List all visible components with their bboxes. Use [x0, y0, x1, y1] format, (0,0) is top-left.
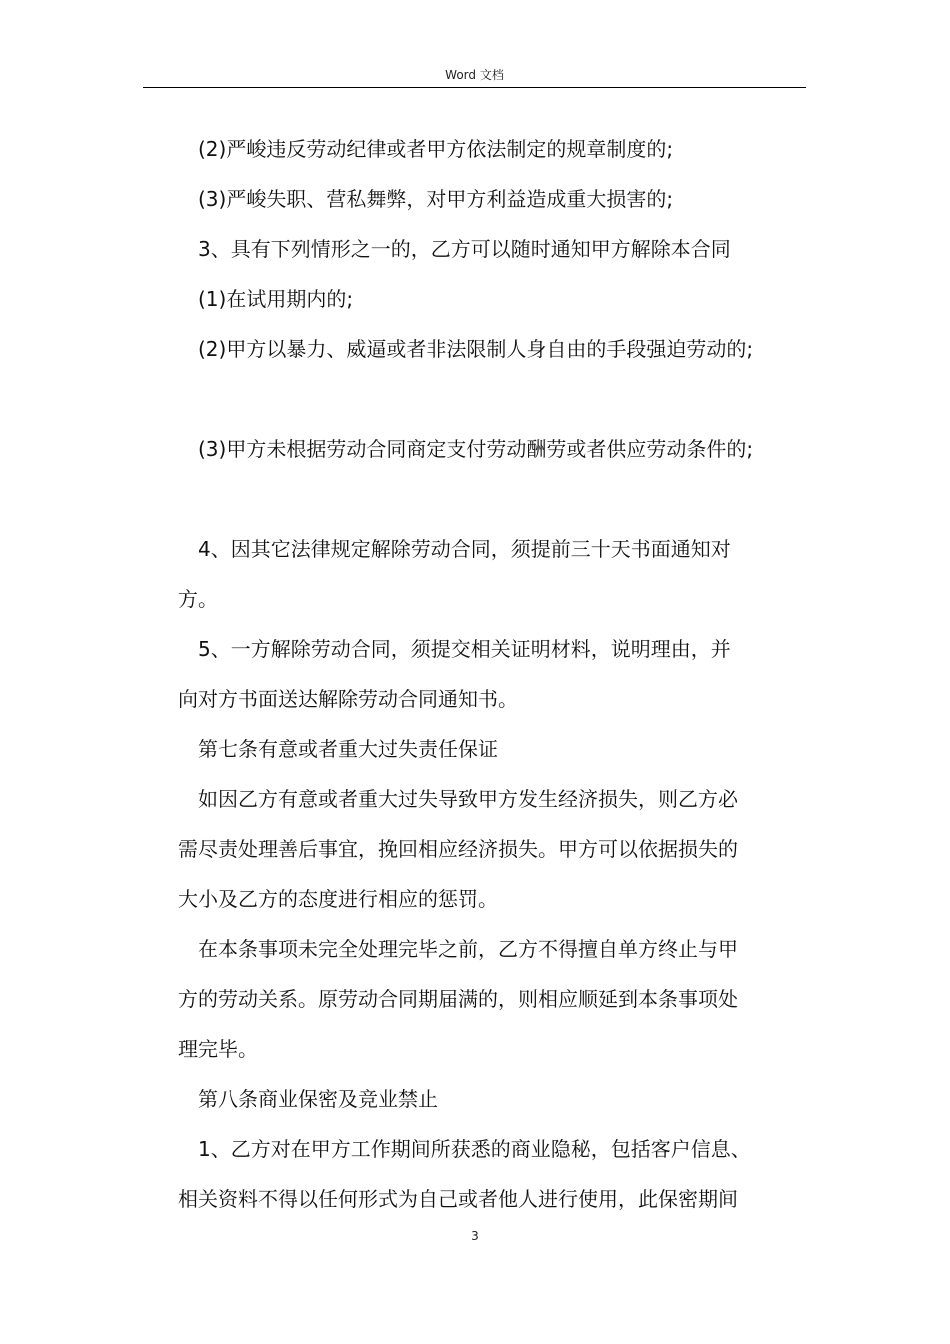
text-line: 大小及乙方的态度进行相应的惩罚。	[178, 887, 498, 911]
text-line: 相关资料不得以任何形式为自己或者他人进行使用，此保密期间	[178, 1187, 738, 1211]
text-line: 在本条事项未完全处理完毕之前，乙方不得擅自单方终止与甲	[198, 937, 738, 961]
text-line: 方的劳动关系。原劳动合同期届满的，则相应顺延到本条事项处	[178, 987, 738, 1011]
text-line: 需尽责处理善后事宜，挽回相应经济损失。甲方可以依据损失的	[178, 837, 738, 861]
section-heading: 第七条有意或者重大过失责任保证	[198, 737, 498, 761]
text-line: (3)严峻失职、营私舞弊，对甲方利益造成重大损害的;	[198, 187, 674, 211]
text-line: 4、因其它法律规定解除劳动合同，须提前三十天书面通知对	[198, 537, 731, 561]
text-line: 向对方书面送达解除劳动合同通知书。	[178, 687, 518, 711]
section-heading: 第八条商业保密及竞业禁止	[198, 1087, 438, 1111]
page-header: Word 文档	[445, 68, 504, 82]
text-line: 1、乙方对在甲方工作期间所获悉的商业隐秘，包括客户信息、	[198, 1137, 751, 1161]
text-line: 3、具有下列情形之一的，乙方可以随时通知甲方解除本合同	[198, 237, 731, 261]
text-line: (2)严峻违反劳动纪律或者甲方依法制定的规章制度的;	[198, 137, 674, 161]
text-line: 如因乙方有意或者重大过失导致甲方发生经济损失，则乙方必	[198, 787, 738, 811]
page-number: 3	[471, 1229, 479, 1243]
text-line: 方。	[178, 587, 218, 611]
text-line: (2)甲方以暴力、威逼或者非法限制人身自由的手段强迫劳动的;	[198, 337, 754, 361]
header-divider	[143, 87, 806, 88]
text-line: (1)在试用期内的;	[198, 287, 354, 311]
text-line: (3)甲方未根据劳动合同商定支付劳动酬劳或者供应劳动条件的;	[198, 437, 754, 461]
text-line: 5、一方解除劳动合同，须提交相关证明材料，说明理由，并	[198, 637, 731, 661]
text-line: 理完毕。	[178, 1037, 258, 1061]
